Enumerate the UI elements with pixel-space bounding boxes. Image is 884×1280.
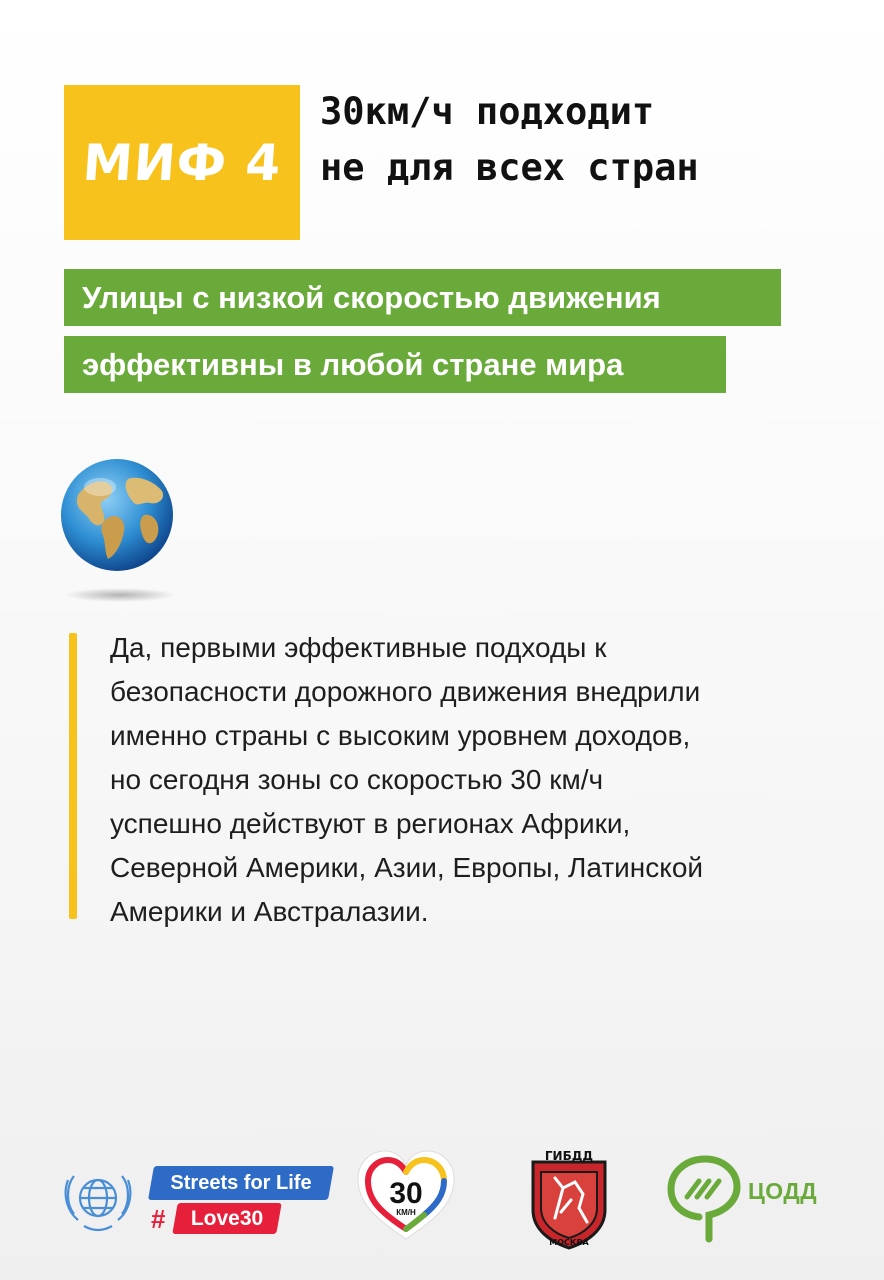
myth-label: МИФ 4 <box>80 133 284 192</box>
body-line: безопасности дорожного движения внедрили <box>110 676 701 707</box>
body-line: именно страны с высоким уровнем доходов, <box>110 720 691 751</box>
gibdd-title: ГИБДД <box>544 1149 594 1163</box>
globe-icon <box>58 455 183 605</box>
body-line: успешно действуют в регионах Африки, <box>110 808 631 839</box>
body-line: Да, первыми эффективные подходы к <box>110 632 607 663</box>
sfl-title: Streets for Life <box>170 1172 312 1194</box>
sfl-hash: # <box>151 1204 166 1234</box>
accent-bar <box>69 633 77 919</box>
streets-for-life-logo <box>145 1166 333 1234</box>
myth-title <box>320 84 840 196</box>
heart-unit: КМ/Н <box>396 1208 416 1217</box>
codd-logo <box>665 1155 825 1245</box>
myth-title-line: не для всех стран <box>320 146 699 189</box>
headline-line: Улицы с низкой скоростью движения <box>64 269 781 326</box>
body-line: Америки и Австралазии. <box>110 896 429 927</box>
sfl-hashtag: Love30 <box>190 1207 264 1230</box>
codd-pin-icon <box>665 1155 745 1245</box>
body-paragraph <box>110 626 830 934</box>
gibdd-emblem-icon <box>525 1148 613 1250</box>
myth-badge <box>64 85 300 240</box>
gibdd-city: МОСКВА <box>549 1238 589 1247</box>
codd-name: ЦОДД <box>748 1178 818 1204</box>
body-line: но сегодня зоны со скоростью 30 км/ч <box>110 764 604 795</box>
un-emblem-icon <box>58 1164 138 1236</box>
heart-number: 30 <box>389 1177 423 1210</box>
body-line: Северной Америки, Азии, Европы, Латинской <box>110 852 704 883</box>
heart-30-icon <box>352 1145 460 1245</box>
myth-title-line: 30км/ч подходит <box>320 90 655 133</box>
headline-line: эффективны в любой стране мира <box>64 336 726 393</box>
